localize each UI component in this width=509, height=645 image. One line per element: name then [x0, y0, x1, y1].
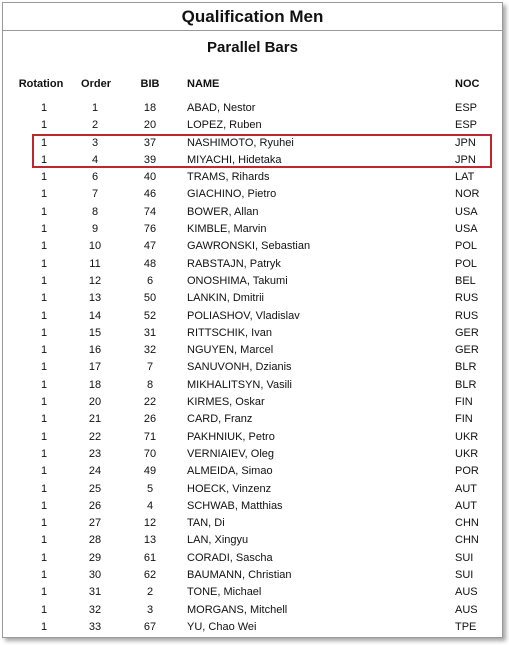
noc-cell: AUT	[455, 482, 477, 495]
bib-cell: 2	[146, 586, 154, 599]
name-cell: TAN, Di	[187, 517, 225, 530]
table-row	[3, 169, 502, 186]
rotation-cell: 1	[40, 378, 48, 391]
rotation-cell: 1	[40, 102, 48, 114]
page-title: Qualification Men	[3, 3, 502, 31]
bib-cell: 3	[146, 603, 154, 616]
name-cell: BAUMANN, Christian	[187, 569, 292, 582]
noc-cell: AUS	[455, 603, 478, 616]
order-cell: 32	[88, 603, 102, 616]
table-row	[3, 204, 502, 221]
header-order: Order	[81, 78, 111, 90]
rotation-cell: 1	[40, 136, 48, 149]
order-cell: 26	[88, 499, 102, 512]
noc-cell: AUS	[455, 586, 478, 599]
name-cell: LAN, Xingyu	[187, 534, 249, 547]
order-cell: 14	[88, 309, 102, 322]
noc-cell: ESP	[455, 119, 478, 132]
name-cell: HOECK, Vinzenz	[187, 482, 272, 495]
rotation-cell: 1	[40, 396, 48, 409]
order-cell: 6	[91, 171, 99, 184]
name-cell: CORADI, Sascha	[187, 551, 273, 564]
order-cell: 2	[91, 119, 99, 132]
bib-cell: 32	[143, 344, 157, 357]
rotation-cell: 1	[40, 517, 48, 530]
name-cell: KIMBLE, Marvin	[187, 223, 267, 236]
noc-cell: POR	[455, 465, 479, 478]
name-cell: ONOSHIMA, Takumi	[187, 274, 288, 287]
rotation-cell: 1	[40, 309, 48, 322]
bib-cell: 37	[143, 136, 157, 149]
rotation-cell: 1	[40, 223, 48, 236]
table-row	[3, 117, 502, 134]
order-cell: 31	[88, 586, 102, 599]
noc-cell: BLR	[455, 378, 477, 391]
name-cell: LANKIN, Dmitrii	[187, 292, 265, 305]
rotation-cell: 1	[40, 257, 48, 270]
order-cell: 1	[91, 102, 99, 114]
table-row	[3, 532, 502, 549]
table-row	[3, 100, 502, 117]
bib-cell: 6	[146, 274, 154, 287]
name-cell: BOWER, Allan	[187, 205, 259, 218]
name-cell: ABAD, Nestor	[187, 102, 256, 114]
rotation-cell: 1	[40, 344, 48, 357]
rotation-cell: 1	[40, 153, 48, 166]
bib-cell: 20	[143, 119, 157, 132]
name-cell: TONE, Michael	[187, 586, 262, 599]
header-name: NAME	[187, 78, 220, 90]
table-row	[3, 273, 502, 290]
table-row	[3, 152, 502, 169]
order-cell: 17	[88, 361, 102, 374]
name-cell: ALMEIDA, Simao	[187, 465, 273, 478]
bib-cell: 40	[143, 171, 157, 184]
noc-cell: USA	[455, 205, 478, 218]
bib-cell: 39	[143, 153, 157, 166]
order-cell: 9	[91, 223, 99, 236]
order-cell: 7	[91, 188, 99, 201]
order-cell: 25	[88, 482, 102, 495]
noc-cell: GER	[455, 344, 479, 357]
rotation-cell: 1	[40, 119, 48, 132]
noc-cell: FIN	[455, 413, 473, 426]
order-cell: 21	[88, 413, 102, 426]
results-sheet	[2, 2, 503, 638]
bib-cell: 5	[146, 482, 154, 495]
order-cell: 13	[88, 292, 102, 305]
bib-cell: 4	[146, 499, 154, 512]
name-cell: VERNIAIEV, Oleg	[187, 447, 275, 460]
table-row	[3, 550, 502, 567]
name-cell: SANUVONH, Dzianis	[187, 361, 292, 374]
table-row	[3, 619, 502, 636]
bib-cell: 67	[143, 620, 157, 633]
rotation-cell: 1	[40, 413, 48, 426]
order-cell: 18	[88, 378, 102, 391]
table-row	[3, 394, 502, 411]
noc-cell: LAT	[455, 171, 475, 184]
order-cell: 27	[88, 517, 102, 530]
table-body	[3, 100, 502, 636]
bib-cell: 70	[143, 447, 157, 460]
order-cell: 15	[88, 326, 102, 339]
noc-cell: POL	[455, 257, 478, 270]
table-row	[3, 446, 502, 463]
rotation-cell: 1	[40, 551, 48, 564]
table-row	[3, 377, 502, 394]
rotation-cell: 1	[40, 240, 48, 253]
bib-cell: 74	[143, 205, 157, 218]
rotation-cell: 1	[40, 534, 48, 547]
bib-cell: 31	[143, 326, 157, 339]
noc-cell: USA	[455, 223, 478, 236]
noc-cell: ESP	[455, 102, 478, 114]
order-cell: 12	[88, 274, 102, 287]
noc-cell: GER	[455, 326, 479, 339]
order-cell: 22	[88, 430, 102, 443]
bib-cell: 22	[143, 396, 157, 409]
order-cell: 10	[88, 240, 102, 253]
header-noc: NOC	[455, 78, 480, 90]
name-cell: RABSTAJN, Patryk	[187, 257, 281, 270]
header-rotation: Rotation	[18, 78, 64, 90]
event-subtitle: Parallel Bars	[207, 39, 298, 56]
rotation-cell: 1	[40, 292, 48, 305]
noc-cell: NOR	[455, 188, 480, 201]
bib-cell: 47	[143, 240, 157, 253]
noc-cell: POL	[455, 240, 478, 253]
rotation-cell: 1	[40, 274, 48, 287]
table-row	[3, 463, 502, 480]
name-cell: POLIASHOV, Vladislav	[187, 309, 300, 322]
order-cell: 23	[88, 447, 102, 460]
table-row	[3, 515, 502, 532]
table-row	[3, 411, 502, 428]
order-cell: 8	[91, 205, 99, 218]
rotation-cell: 1	[40, 499, 48, 512]
rotation-cell: 1	[40, 586, 48, 599]
order-cell: 28	[88, 534, 102, 547]
name-cell: LOPEZ, Ruben	[187, 119, 262, 132]
noc-cell: AUT	[455, 499, 477, 512]
order-cell: 3	[91, 136, 99, 149]
rotation-cell: 1	[40, 171, 48, 184]
table-row	[3, 342, 502, 359]
name-cell: CARD, Franz	[187, 413, 253, 426]
bib-cell: 12	[143, 517, 157, 530]
table-row	[3, 567, 502, 584]
noc-cell: CHN	[455, 534, 479, 547]
rotation-cell: 1	[40, 620, 48, 633]
rotation-cell: 1	[40, 430, 48, 443]
rotation-cell: 1	[40, 569, 48, 582]
bib-cell: 13	[143, 534, 157, 547]
name-cell: GIACHINO, Pietro	[187, 188, 277, 201]
name-cell: NASHIMOTO, Ryuhei	[187, 136, 294, 149]
table-row	[3, 135, 502, 152]
rotation-cell: 1	[40, 188, 48, 201]
table-row	[3, 498, 502, 515]
table-row	[3, 359, 502, 376]
bib-cell: 46	[143, 188, 157, 201]
order-cell: 11	[89, 257, 101, 270]
table-row	[3, 481, 502, 498]
order-cell: 29	[88, 551, 102, 564]
rotation-cell: 1	[40, 326, 48, 339]
bib-cell: 50	[143, 292, 157, 305]
name-cell: NGUYEN, Marcel	[187, 344, 274, 357]
rotation-cell: 1	[40, 447, 48, 460]
bib-cell: 48	[143, 257, 157, 270]
table-row	[3, 602, 502, 619]
noc-cell: BEL	[455, 274, 476, 287]
bib-cell: 8	[146, 378, 154, 391]
name-cell: MIYACHI, Hidetaka	[187, 153, 282, 166]
name-cell: MIKHALITSYN, Vasili	[187, 378, 292, 391]
header-bib: BIB	[140, 78, 160, 90]
order-cell: 20	[88, 396, 102, 409]
noc-cell: FIN	[455, 396, 473, 409]
table-row	[3, 221, 502, 238]
bib-cell: 62	[143, 569, 157, 582]
table-row	[3, 290, 502, 307]
bib-cell: 61	[143, 551, 157, 564]
noc-cell: UKR	[455, 430, 479, 443]
order-cell: 16	[88, 344, 102, 357]
bib-cell: 7	[146, 361, 154, 374]
noc-cell: JPN	[455, 153, 476, 166]
noc-cell: UKR	[455, 447, 479, 460]
rotation-cell: 1	[40, 465, 48, 478]
noc-cell: SUI	[455, 551, 474, 564]
name-cell: TRAMS, Rihards	[187, 171, 270, 184]
name-cell: PAKHNIUK, Petro	[187, 430, 275, 443]
bib-cell: 49	[143, 465, 157, 478]
table-row	[3, 429, 502, 446]
bib-cell: 18	[143, 102, 157, 114]
table-row	[3, 325, 502, 342]
rotation-cell: 1	[40, 482, 48, 495]
noc-cell: JPN	[455, 136, 476, 149]
rotation-cell: 1	[40, 205, 48, 218]
table-row	[3, 584, 502, 601]
name-cell: MORGANS, Mitchell	[187, 603, 288, 616]
table-row	[3, 186, 502, 203]
noc-cell: CHN	[455, 517, 479, 530]
order-cell: 33	[88, 620, 102, 633]
name-cell: KIRMES, Oskar	[187, 396, 265, 409]
bib-cell: 26	[143, 413, 157, 426]
bib-cell: 71	[143, 430, 157, 443]
name-cell: RITTSCHIK, Ivan	[187, 326, 272, 339]
name-cell: YU, Chao Wei	[187, 620, 257, 633]
noc-cell: RUS	[455, 292, 479, 305]
noc-cell: RUS	[455, 309, 479, 322]
noc-cell: SUI	[455, 569, 474, 582]
table-row	[3, 256, 502, 273]
rotation-cell: 1	[40, 603, 48, 616]
table-header	[3, 78, 502, 94]
noc-cell: BLR	[455, 361, 477, 374]
table-row	[3, 238, 502, 255]
order-cell: 24	[88, 465, 102, 478]
bib-cell: 52	[143, 309, 157, 322]
rotation-cell: 1	[40, 361, 48, 374]
name-cell: GAWRONSKI, Sebastian	[187, 240, 311, 253]
noc-cell: TPE	[455, 620, 477, 633]
order-cell: 4	[91, 153, 99, 166]
order-cell: 30	[88, 569, 102, 582]
bib-cell: 76	[143, 223, 157, 236]
name-cell: SCHWAB, Matthias	[187, 499, 283, 512]
table-row	[3, 308, 502, 325]
